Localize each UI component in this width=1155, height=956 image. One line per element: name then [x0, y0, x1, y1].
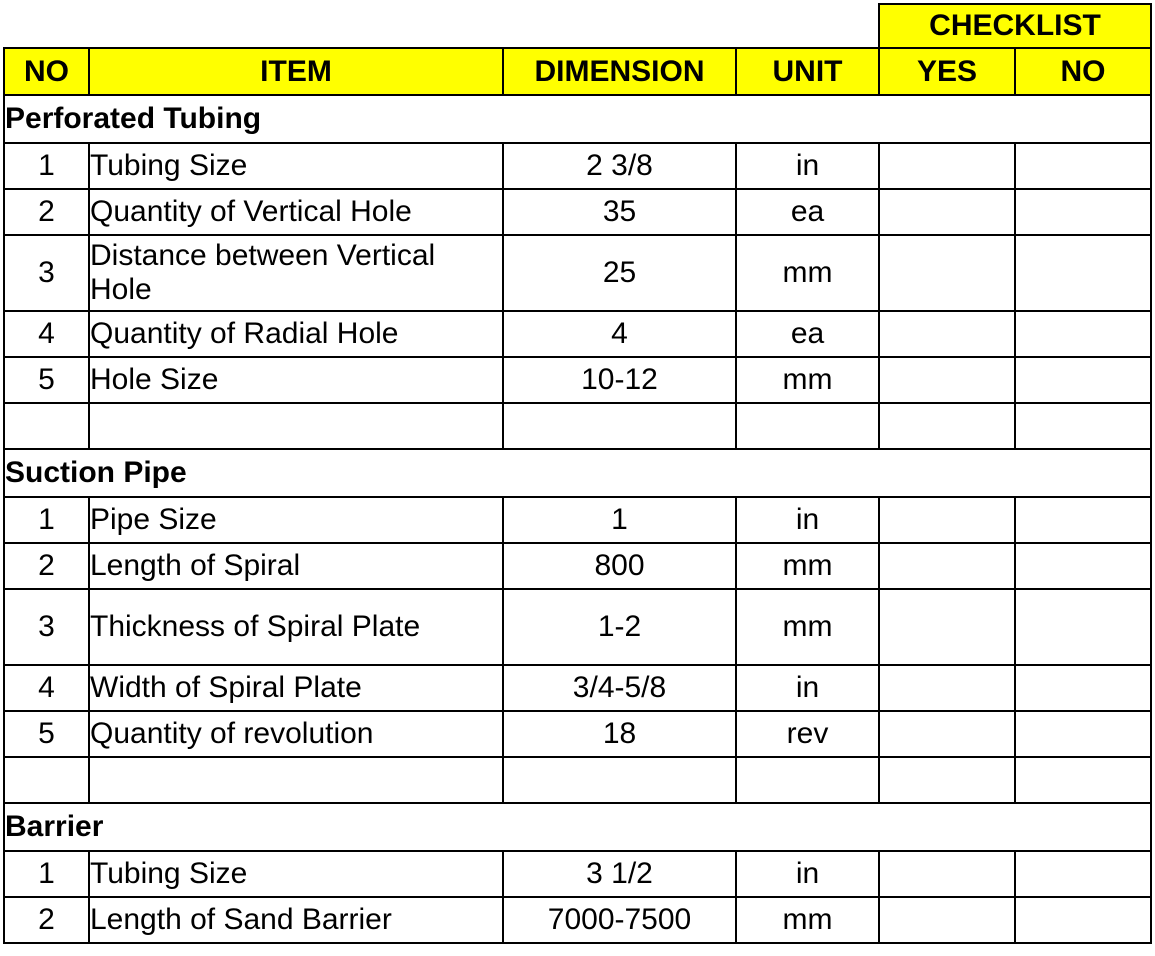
item-column-header: ITEM [89, 48, 503, 95]
no-check-cell[interactable] [1015, 189, 1151, 235]
empty-cell [89, 403, 503, 449]
row-number: 3 [4, 589, 89, 665]
section-title: Suction Pipe [4, 449, 1151, 497]
table-row [4, 357, 1151, 403]
dimension-cell: 10-12 [503, 357, 736, 403]
table-row [4, 711, 1151, 757]
checklist-table [3, 3, 1152, 944]
yes-check-cell[interactable] [879, 403, 1015, 449]
dimension-cell: 1 [503, 497, 736, 543]
unit-cell: in [736, 665, 879, 711]
dimension-cell: 1-2 [503, 589, 736, 665]
empty-cell [503, 757, 736, 803]
no-check-column-header: NO [1015, 48, 1151, 95]
unit-cell: in [736, 851, 879, 897]
item-cell: Tubing Size [89, 143, 503, 189]
dimension-cell: 800 [503, 543, 736, 589]
item-cell: Width of Spiral Plate [89, 665, 503, 711]
table-row [4, 851, 1151, 897]
yes-column-header: YES [879, 48, 1015, 95]
item-cell: Tubing Size [89, 851, 503, 897]
item-cell: Length of Spiral [89, 543, 503, 589]
row-number: 4 [4, 311, 89, 357]
empty-cell [736, 403, 879, 449]
dimension-cell: 25 [503, 235, 736, 311]
yes-check-cell[interactable] [879, 589, 1015, 665]
item-cell: Length of Sand Barrier [89, 897, 503, 943]
unit-cell: ea [736, 189, 879, 235]
dimension-column-header: DIMENSION [503, 48, 736, 95]
table-row [4, 497, 1151, 543]
table-row [4, 189, 1151, 235]
row-number: 2 [4, 543, 89, 589]
table-row [4, 311, 1151, 357]
empty-row [4, 403, 1151, 449]
section-title: Barrier [4, 803, 1151, 851]
no-check-cell[interactable] [1015, 235, 1151, 311]
unit-cell: mm [736, 589, 879, 665]
no-check-cell[interactable] [1015, 403, 1151, 449]
empty-row [4, 757, 1151, 803]
dimension-cell: 3 1/2 [503, 851, 736, 897]
no-check-cell[interactable] [1015, 357, 1151, 403]
yes-check-cell[interactable] [879, 235, 1015, 311]
yes-check-cell[interactable] [879, 711, 1015, 757]
yes-check-cell[interactable] [879, 143, 1015, 189]
yes-check-cell[interactable] [879, 543, 1015, 589]
no-check-cell[interactable] [1015, 897, 1151, 943]
no-check-cell[interactable] [1015, 711, 1151, 757]
row-number: 1 [4, 497, 89, 543]
no-check-cell[interactable] [1015, 311, 1151, 357]
unit-cell: in [736, 497, 879, 543]
empty-cell [736, 757, 879, 803]
unit-cell: mm [736, 235, 879, 311]
checklist-table-container [3, 3, 1152, 944]
item-cell: Distance between Vertical Hole [89, 235, 503, 311]
checklist-header: CHECKLIST [879, 4, 1151, 48]
yes-check-cell[interactable] [879, 897, 1015, 943]
item-cell: Quantity of revolution [89, 711, 503, 757]
no-check-cell[interactable] [1015, 543, 1151, 589]
yes-check-cell[interactable] [879, 757, 1015, 803]
row-number: 2 [4, 189, 89, 235]
row-number: 4 [4, 665, 89, 711]
item-cell: Quantity of Vertical Hole [89, 189, 503, 235]
item-cell: Quantity of Radial Hole [89, 311, 503, 357]
yes-check-cell[interactable] [879, 357, 1015, 403]
column-header-row [4, 48, 1151, 95]
unit-cell: mm [736, 357, 879, 403]
unit-cell: mm [736, 897, 879, 943]
checklist-header-row [4, 4, 1151, 48]
table-row [4, 543, 1151, 589]
yes-check-cell[interactable] [879, 851, 1015, 897]
dimension-cell: 7000-7500 [503, 897, 736, 943]
row-number: 2 [4, 897, 89, 943]
row-number: 3 [4, 235, 89, 311]
empty-cell [4, 403, 89, 449]
section-row [4, 95, 1151, 143]
section-row [4, 803, 1151, 851]
item-cell: Thickness of Spiral Plate [89, 589, 503, 665]
row-number: 5 [4, 357, 89, 403]
row-number: 1 [4, 851, 89, 897]
dimension-cell: 4 [503, 311, 736, 357]
yes-check-cell[interactable] [879, 311, 1015, 357]
header-spacer [4, 4, 879, 48]
unit-cell: rev [736, 711, 879, 757]
dimension-cell: 3/4-5/8 [503, 665, 736, 711]
dimension-cell: 18 [503, 711, 736, 757]
table-row [4, 897, 1151, 943]
table-row [4, 235, 1151, 311]
no-check-cell[interactable] [1015, 497, 1151, 543]
no-check-cell[interactable] [1015, 757, 1151, 803]
dimension-cell: 35 [503, 189, 736, 235]
empty-cell [89, 757, 503, 803]
table-row [4, 143, 1151, 189]
unit-cell: in [736, 143, 879, 189]
yes-check-cell[interactable] [879, 189, 1015, 235]
empty-cell [503, 403, 736, 449]
unit-cell: ea [736, 311, 879, 357]
section-title: Perforated Tubing [4, 95, 1151, 143]
yes-check-cell[interactable] [879, 497, 1015, 543]
unit-column-header: UNIT [736, 48, 879, 95]
table-row [4, 665, 1151, 711]
no-check-cell[interactable] [1015, 851, 1151, 897]
no-check-cell[interactable] [1015, 665, 1151, 711]
yes-check-cell[interactable] [879, 665, 1015, 711]
no-column-header: NO [4, 48, 89, 95]
no-check-cell[interactable] [1015, 143, 1151, 189]
unit-cell: mm [736, 543, 879, 589]
row-number: 5 [4, 711, 89, 757]
item-cell: Hole Size [89, 357, 503, 403]
dimension-cell: 2 3/8 [503, 143, 736, 189]
section-row [4, 449, 1151, 497]
no-check-cell[interactable] [1015, 589, 1151, 665]
item-cell: Pipe Size [89, 497, 503, 543]
table-row [4, 589, 1151, 665]
empty-cell [4, 757, 89, 803]
row-number: 1 [4, 143, 89, 189]
